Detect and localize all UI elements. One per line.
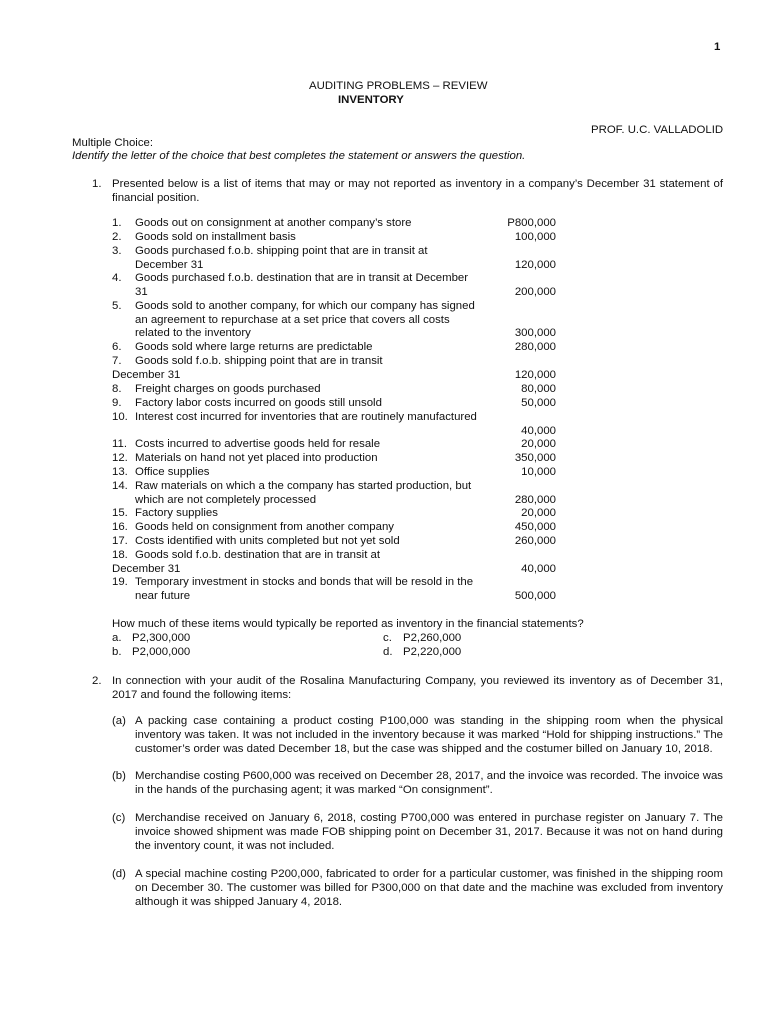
stem-line: Presented below is a list of items that may or may not reported as inventory in a company’s December 31 statement of xyxy=(112,178,723,190)
item-description: Office supplies xyxy=(135,466,210,478)
question-1-number: 1. xyxy=(92,178,102,190)
finding-line: although it was shipped January 4, 2018. xyxy=(135,896,343,908)
item-description: December 31 xyxy=(112,369,181,381)
instructions-heading: Multiple Choice: xyxy=(72,137,154,149)
item-description: Goods purchased f.o.b. destination that are in transit at December xyxy=(135,272,469,284)
stem-line: In connection with your audit of the Rosalina Manufacturing Company, you reviewed its inventory as of December 31, xyxy=(112,675,723,687)
professor-name: PROF. U.C. VALLADOLID xyxy=(591,124,724,136)
choice-c-label: c. xyxy=(383,632,392,644)
item-amount: 280,000 xyxy=(514,493,556,506)
item-description: Interest cost incurred for inventories that are routinely manufactured xyxy=(135,411,477,423)
finding-line: A special machine costing P200,000, fabricated to order for a particular customer, was finished in the shipping room xyxy=(135,868,723,880)
finding-text xyxy=(135,714,723,756)
item-description: which are not completely processed xyxy=(135,493,317,506)
item-amount: 300,000 xyxy=(514,327,556,340)
choice-b-label: b. xyxy=(112,646,122,658)
item-description: related to the inventory xyxy=(135,327,251,340)
item-description: Goods sold to another company, for which our company has signed xyxy=(135,300,475,312)
item-description: near future xyxy=(135,589,191,602)
choice-c-text: P2,260,000 xyxy=(403,632,462,644)
item-number: 1. xyxy=(112,217,122,229)
item-number: 8. xyxy=(112,383,122,395)
finding-label: (d) xyxy=(112,868,126,880)
item-description: Goods sold where large returns are predictable xyxy=(135,341,373,353)
item-number: 15. xyxy=(112,507,128,519)
item-number: 18. xyxy=(112,549,128,561)
item-description: Goods sold f.o.b. destination that are in transit at xyxy=(135,549,381,561)
item-amount: 350,000 xyxy=(514,452,556,464)
item-number: 9. xyxy=(112,397,122,409)
item-number: 14. xyxy=(112,480,128,492)
finding-label: (a) xyxy=(112,715,126,727)
instructions-text: Identify the letter of the choice that best completes the statement or answers the question. xyxy=(72,150,526,162)
finding-label: (b) xyxy=(112,770,126,782)
choice-d-label: d. xyxy=(383,646,393,658)
item-description: Factory supplies xyxy=(135,507,218,519)
item-description: 31 xyxy=(135,285,148,298)
item-description: Factory labor costs incurred on goods still unsold xyxy=(135,397,382,409)
item-amount: 450,000 xyxy=(514,521,556,533)
finding-line: Merchandise received on January 6, 2018, costing P700,000 was entered in purchase register on January 7. The xyxy=(135,812,723,824)
item-number: 3. xyxy=(112,245,122,257)
item-number: 7. xyxy=(112,355,122,367)
item-number: 13. xyxy=(112,466,128,478)
item-description: December 31 xyxy=(112,563,181,575)
finding-line: the inventory count, it was not included. xyxy=(135,840,335,852)
item-description: Raw materials on which a the company has started production, but xyxy=(135,480,472,492)
item-number: 16. xyxy=(112,521,128,533)
document-title: AUDITING PROBLEMS – REVIEW xyxy=(309,80,488,92)
item-amount: 80,000 xyxy=(521,383,556,395)
question-1-prompt: How much of these items would typically be reported as inventory in the financial statements? xyxy=(112,618,584,630)
item-number: 2. xyxy=(112,231,122,243)
stem-line: financial position. xyxy=(112,192,200,204)
item-number: 12. xyxy=(112,452,128,464)
item-description: Materials on hand not yet placed into production xyxy=(135,452,378,464)
item-amount: 200,000 xyxy=(514,285,556,298)
finding-label: (c) xyxy=(112,812,126,824)
document-subtitle: INVENTORY xyxy=(338,94,404,106)
item-amount: 280,000 xyxy=(514,341,556,353)
page-number: 1 xyxy=(714,41,721,53)
item-amount: P800,000 xyxy=(507,217,556,229)
item-description: an agreement to repurchase at a set price that covers all costs xyxy=(135,313,450,326)
item-amount: 20,000 xyxy=(521,507,556,519)
item-amount: 100,000 xyxy=(514,231,556,243)
item-description: Goods sold f.o.b. shipping point that are in transit xyxy=(135,355,383,367)
item-number: 4. xyxy=(112,272,122,284)
finding-line: customer’s order was dated December 18, but the case was shipped and the costumer billed on January 10, 2018. xyxy=(135,743,713,755)
item-amount: 50,000 xyxy=(521,397,556,409)
item-description: Temporary investment in stocks and bonds that will be resold in the xyxy=(135,576,474,588)
item-amount: 120,000 xyxy=(514,258,556,271)
item-description: Goods sold on installment basis xyxy=(135,231,296,243)
item-description: Goods held on consignment from another company xyxy=(135,521,394,533)
finding-line: Merchandise costing P600,000 was received on December 28, 2017, and the invoice was recorded. The invoice was xyxy=(135,770,723,782)
item-description: Costs incurred to advertise goods held for resale xyxy=(135,438,381,450)
item-amount: 500,000 xyxy=(514,589,556,602)
finding-line: on December 30. The customer was billed for P300,000 on that date and the machine was excluded from inventory xyxy=(135,882,723,894)
choice-a-label: a. xyxy=(112,632,122,644)
item-amount: 40,000 xyxy=(521,425,556,437)
item-amount: 120,000 xyxy=(514,369,556,381)
finding-text xyxy=(135,811,723,853)
choice-b-text: P2,000,000 xyxy=(132,646,191,658)
item-amount: 10,000 xyxy=(521,466,556,478)
item-number: 6. xyxy=(112,341,122,353)
item-description: Goods purchased f.o.b. shipping point that are in transit at xyxy=(135,245,428,257)
item-number: 19. xyxy=(112,576,128,588)
item-number: 11. xyxy=(112,438,127,450)
question-1-stem xyxy=(112,177,723,205)
question-2-stem xyxy=(112,674,723,702)
item-description: Goods out on consignment at another company’s store xyxy=(135,217,412,229)
item-amount: 260,000 xyxy=(514,535,556,547)
item-number: 10. xyxy=(112,411,128,423)
choice-d-text: P2,220,000 xyxy=(403,646,462,658)
item-description: Freight charges on goods purchased xyxy=(135,383,321,395)
item-description: Costs identified with units completed but not yet sold xyxy=(135,535,400,547)
finding-text xyxy=(135,769,723,797)
stem-line: 2017 and found the following items: xyxy=(112,689,292,701)
item-description: December 31 xyxy=(135,258,204,271)
finding-line: in the hands of the purchasing agent; it was marked “On consignment”. xyxy=(135,784,493,796)
question-2-number: 2. xyxy=(92,675,102,687)
item-number: 17. xyxy=(112,535,128,547)
item-amount: 20,000 xyxy=(521,438,556,450)
finding-line: A packing case containing a product costing P100,000 was standing in the shipping room when the physical xyxy=(135,715,723,727)
item-amount: 40,000 xyxy=(521,563,556,575)
choice-a-text: P2,300,000 xyxy=(132,632,191,644)
finding-line: invoice showed shipment was made FOB shipping point on December 31, 2017. Because it was not on hand during xyxy=(135,826,723,838)
item-number: 5. xyxy=(112,300,122,312)
finding-text xyxy=(135,867,723,909)
finding-line: inventory was taken. It was not included in the inventory because it was marked “Hold for shipping instructions.” The xyxy=(135,729,723,741)
